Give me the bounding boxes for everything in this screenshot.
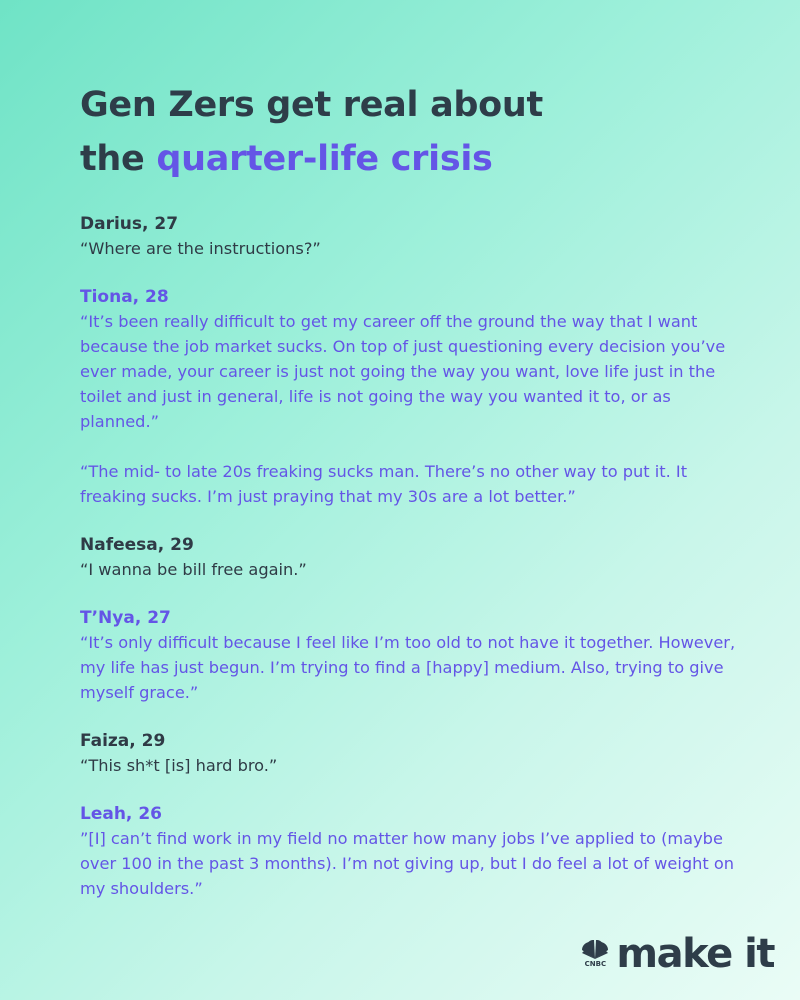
quote-text: “Where are the instructions?” — [80, 239, 321, 258]
quote-text: “This sh*t [is] hard bro.” — [80, 756, 278, 775]
quote-text: “I wanna be bill free again.” — [80, 560, 307, 579]
quote-entry-tiona — [80, 285, 740, 509]
quote-entry-tnya — [80, 606, 740, 705]
headline-line-2-prefix: the — [80, 139, 157, 179]
speaker-name: T’Nya, 27 — [80, 608, 171, 628]
quote-entry-faiza — [80, 729, 740, 778]
speaker-name: Faiza, 29 — [80, 731, 166, 751]
network-label: CNBC — [584, 960, 607, 968]
speaker-name: Leah, 26 — [80, 804, 162, 824]
peacock-icon — [580, 940, 610, 970]
speaker-name: Nafeesa, 29 — [80, 535, 194, 555]
article-card — [80, 78, 740, 925]
headline — [80, 78, 740, 186]
quote-text: “It’s been really difficult to get my career off the ground the way that I want because the job market sucks. On top of just questioning every decision you’ve ever made, your career is just not going the way you want, love life just in the toilet and just in general, life is not going the way you wanted it to, or as planned.” — [80, 312, 726, 431]
quote-entry-nafeesa — [80, 533, 740, 582]
speaker-name: Tiona, 28 — [80, 287, 169, 307]
speaker-name: Darius, 27 — [80, 214, 179, 234]
brand-logo — [580, 931, 774, 977]
quote-list — [80, 212, 740, 901]
quote-text: “It’s only difficult because I feel like I’m too old to not have it together. However, my life has just begun. I’m trying to find a [happy] medium. Also, trying to give myself grace.” — [80, 633, 736, 702]
quote-entry-leah — [80, 802, 740, 901]
quote-text: “The mid- to late 20s freaking sucks man. There’s no other way to put it. It freaking sucks. I’m just praying that my 30s are a lot better.” — [80, 462, 688, 506]
make-it-wordmark: make it — [616, 931, 774, 977]
headline-line-1: Gen Zers get real about — [80, 85, 543, 125]
quote-entry-darius — [80, 212, 740, 261]
quote-text: ”[I] can’t find work in my field no matter how many jobs I’ve applied to (maybe over 100 in the past 3 months). I’m not giving up, but I do feel a lot of weight on my shoulders.” — [80, 829, 735, 898]
headline-accent: quarter-life crisis — [156, 139, 493, 179]
